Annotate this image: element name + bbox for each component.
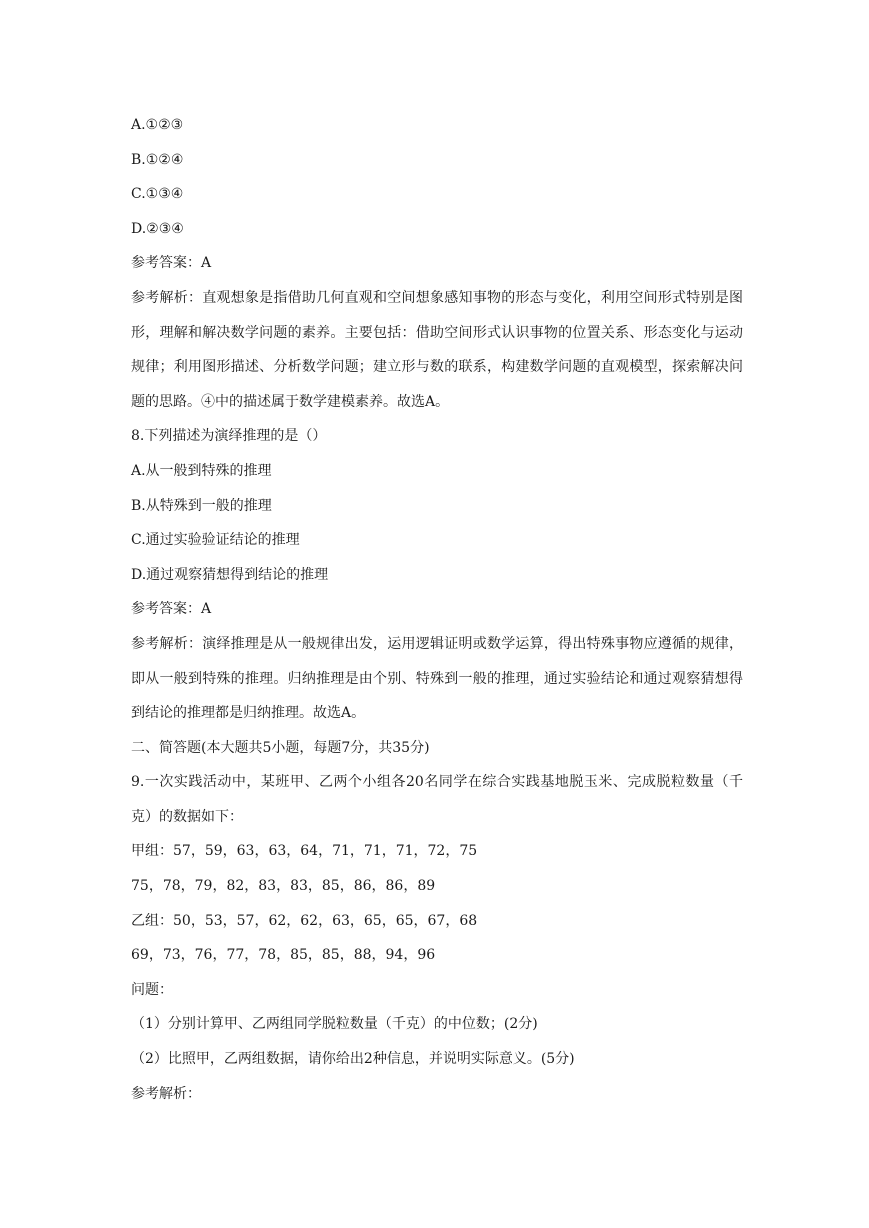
section-heading: 二、简答题(本大题共5小题，每题7分，共35分) <box>131 739 430 756</box>
q9-jia-line-1: 甲组：57，59，63，63，64，71，71，71，72，75 <box>131 843 478 860</box>
q9-sub-question-2: （2）比照甲，乙两组数据，请你给出2种信息，并说明实际意义。(5分) <box>131 1051 575 1068</box>
q9-stem: 9.一次实践活动中，某班甲、乙两个小组各20名同学在综合实践基地脱玉米、完成脱粒数量（千克）的数据如下： <box>131 774 743 825</box>
q8-stem: 8.下列描述为演绎推理的是（） <box>131 428 327 445</box>
page-content <box>131 108 743 1111</box>
q7-option-a: A.①②③ <box>131 117 184 133</box>
q8-option-b: B.从特殊到一般的推理 <box>131 497 272 514</box>
q7-answer: 参考答案：A <box>131 255 212 272</box>
q8-answer: 参考答案：A <box>131 601 212 618</box>
q9-analysis-label: 参考解析： <box>131 1085 201 1102</box>
q9-yi-line-1: 乙组：50，53，57，62，62，63，65，65，67，68 <box>131 912 478 929</box>
q8-analysis: 参考解析：演绎推理是从一般规律出发，运用逻辑证明或数学运算，得出特殊事物应遵循的规律，即从一般到特殊的推理。归纳推理是由个别、特殊到一般的推理，通过实验结论和通过观察猜想得到结论的推理都是归纳推理。故选A。 <box>131 635 743 722</box>
q8-option-a: A.从一般到特殊的推理 <box>131 462 272 479</box>
q7-option-b: B.①②④ <box>131 151 184 168</box>
q7-option-c: C.①③④ <box>131 186 184 203</box>
q8-option-c: C.通过实验验证结论的推理 <box>131 532 300 549</box>
q7-analysis: 参考解析：直观想象是指借助几何直观和空间想象感知事物的形态与变化，利用空间形式特别是图形，理解和解决数学问题的素养。主要包括：借助空间形式认识事物的位置关系、形态变化与运动规律；利用图形描述、分析数学问题；建立形与数的联系，构建数学问题的直观模型，探索解决问题的思路。④中的描述属于数学建模素养。故选A。 <box>131 289 743 410</box>
q7-option-d: D.②③④ <box>131 220 184 237</box>
q9-jia-line-2: 75，78，79，82，83，83，85，86，86，89 <box>131 878 436 895</box>
q8-option-d: D.通过观察猜想得到结论的推理 <box>131 566 329 583</box>
q9-question-label: 问题： <box>131 981 173 998</box>
q9-sub-question-1: （1）分别计算甲、乙两组同学脱粒数量（千克）的中位数；(2分) <box>131 1016 538 1033</box>
q9-yi-line-2: 69，73，76，77，78，85，85，88，94，96 <box>131 947 436 964</box>
